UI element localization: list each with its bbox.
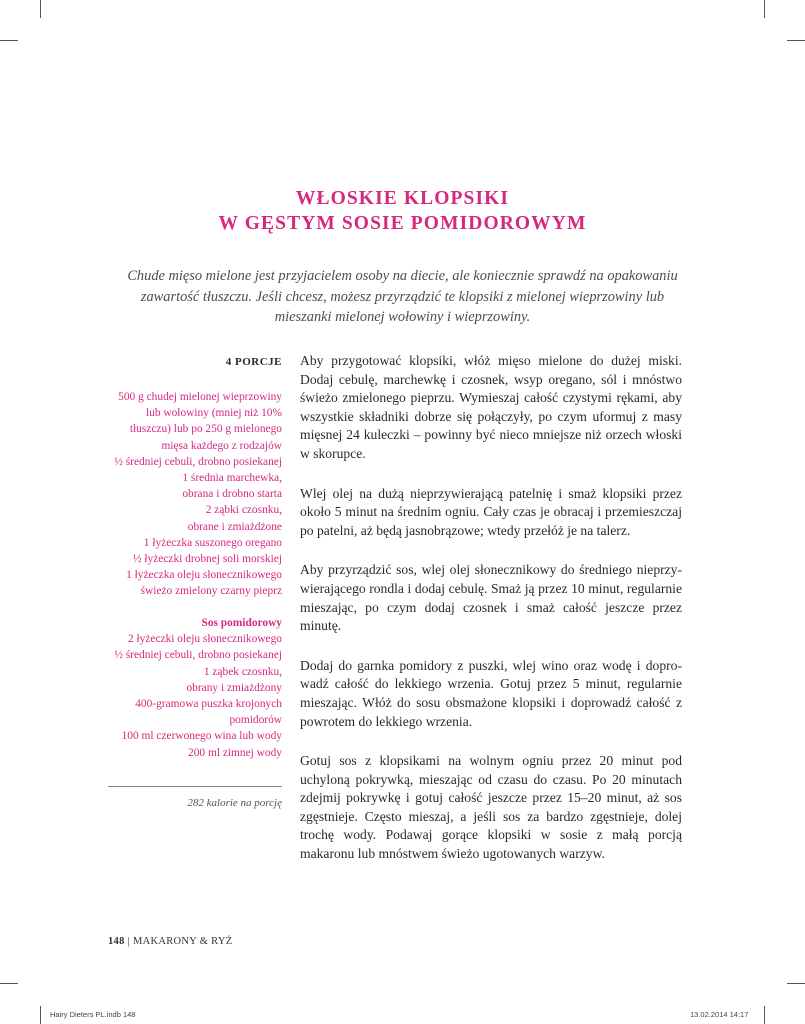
method-paragraph: Aby przyrządzić sos, wlej olej słonecznikowy do średniego nieprzy-wierającego rondla i dodaj cebulę. Smaż ją przez 10 minut, regularnie mieszając, po czym dodaj czosnek i smaż całość jeszcze przez minutę. [300,562,682,634]
crop-mark-bottom-right-horizontal [787,983,805,984]
footer-separator: | [127,936,130,947]
crop-mark-bottom-left-horizontal [0,983,18,984]
sauce-ingredient-line: 100 ml czerwonego wina lub wody [121,730,282,743]
crop-mark-bottom-left-vertical [40,1006,41,1024]
ingredient-line: 1 średnia marchewka, [182,472,282,485]
ingredient-line: tłuszczu) lub po 250 g mielonego [129,423,282,436]
ingredient-line: świeżo zmielony czarny pieprz [140,585,282,598]
section-name: MAKARONY & RYŻ [132,936,233,947]
ingredients-list [96,389,282,600]
crop-mark-top-left-horizontal [0,40,18,41]
method-paragraph: Aby przygotować klopsiki, włóż mięso mielone do dużej miski. Dodaj cebulę, marchewkę i czosnek, wsyp oregano, sól i mnóstwo świeżo zmielonego pieprzu. Wymieszaj całość czystymi rękami, aby wszystkie składniki dobrze się połączyły, po czym uformuj z masy mięsnej 24 kuleczki – powinny być nieco mniejsze niż orzech włoski w skorupce. [300,353,682,461]
ingredient-line: ½ średniej cebuli, drobno posiekanej [114,455,282,468]
sauce-ingredient-line: 1 ząbek czosnku, [203,665,282,678]
recipe-title-line-1: WŁOSKIE KLOPSIKI [295,188,510,209]
calories-note: 282 kalorie na porcję [187,797,282,809]
ingredient-line: obrane i zmiażdżone [187,520,282,533]
sauce-ingredients-list [96,615,282,761]
sauce-ingredient-line: 400-gramowa puszka krojonych [135,698,282,711]
crop-mark-top-right-vertical [764,0,765,18]
page-number: 148 [108,936,125,947]
method-paragraph: Dodaj do garnka pomidory z puszki, wlej wino oraz wodę i dopro-wadź całość do lekkiego wrzenia. Gotuj przez 5 minut, regularnie mieszając. Włóż do sosu obsmażone klopsiki i doprowadź całość z powrotem do lekkiego wrzenia. [300,657,682,729]
slug-file: Hairy Dieters PL.indb 148 [50,1010,136,1019]
ingredient-line: 1 łyżeczka suszonego oregano [143,536,282,549]
portions-label: 4 PORCJE [225,356,282,368]
crop-mark-bottom-right-vertical [764,1006,765,1024]
sauce-ingredient-line: obrany i zmiażdżony [186,681,282,694]
sauce-ingredient-line: pomidorów [229,714,282,727]
recipe-title [0,186,805,236]
ingredient-line: ½ łyżeczki drobnej soli morskiej [133,553,282,566]
method-paragraph: Wlej olej na dużą nieprzywierającą patelnię i smaż klopsiki przez około 5 minut na średnim ogniu. Cały czas je obracaj i przemieszczaj po patelni, aż będą jasnobrązowe; wtedy przełóż je na talerz. [300,485,682,538]
recipe-title-line-2: W GĘSTYM SOSIE POMIDOROWYM [218,213,587,234]
method-paragraph: Gotuj sos z klopsikami na wolnym ogniu przez 20 minut pod uchyloną pokrywką, mieszając od czasu do czasu. Po 20 minutach zdejmij pokrywkę i gotuj całość jeszcze przez 15–20 minut, aż sos zgęstnieje. Często mieszaj, a jeśli sos za bardzo zgęstnieje, dolej trochę wody. Podawaj gorące klopsiki w sosie z małą porcją makaronu lub mnóstwem świeżo ugotowanych warzyw. [300,753,682,862]
method-text [300,352,682,885]
divider-rule [108,786,282,787]
ingredient-line: obrana i drobno starta [182,488,282,501]
crop-mark-top-right-horizontal [787,40,805,41]
page-footer [108,936,232,947]
ingredient-line: 1 łyżeczka oleju słonecznikowego [126,569,282,582]
ingredient-line: 2 ząbki czosnku, [205,504,282,517]
ingredient-line: mięsa każdego z rodzajów [161,439,282,452]
crop-mark-top-left-vertical [40,0,41,18]
slug-date: 13.02.2014 14:17 [690,1010,749,1019]
ingredient-line: 500 g chudej mielonej wieprzowiny [118,391,282,403]
sauce-ingredient-line: 200 ml zimnej wody [188,746,282,759]
ingredient-line: lub wołowiny (mniej niż 10% [145,407,282,420]
sauce-ingredient-line: ½ średniej cebuli, drobno posiekanej [114,649,282,662]
recipe-intro: Chude mięso mielone jest przyjacielem osoby na diecie, ale koniecznie sprawdź na opakowaniu zawartość tłuszczu. Jeśli chcesz, możesz przyrządzić te klopsiki z mielonej wieprzowiny lub mieszanki mielonej wołowiny i wieprzowiny. [127,268,678,325]
sauce-ingredient-line: 2 łyżeczki oleju słonecznikowego [127,633,282,646]
sauce-heading: Sos pomidorowy [201,617,282,629]
